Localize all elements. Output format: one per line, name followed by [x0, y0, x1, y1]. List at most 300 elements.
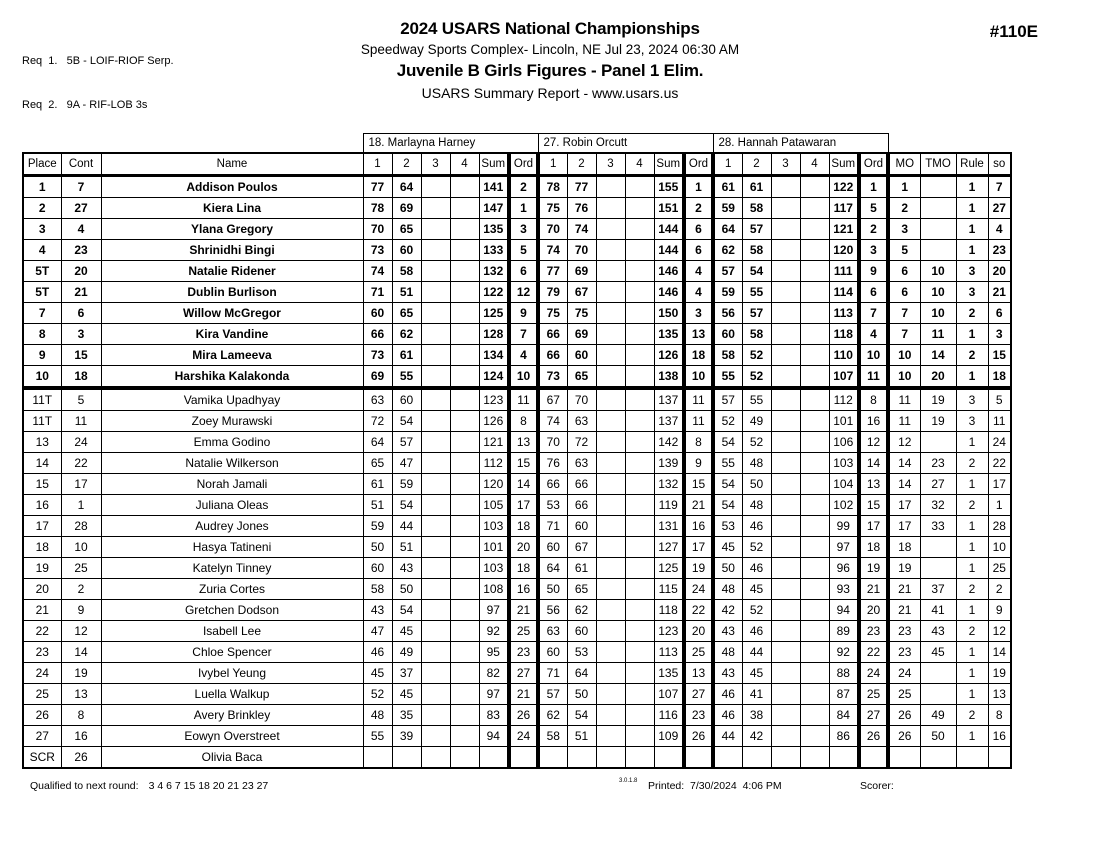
cell-judgeC-ord: 3: [859, 240, 888, 261]
cell-so: 17: [988, 474, 1011, 495]
cell-judgeB-score4: [625, 579, 654, 600]
cell-judgeA-sum: 103: [479, 516, 509, 537]
cell-so: 15: [988, 345, 1011, 366]
cell-judgeA-ord: 17: [509, 495, 538, 516]
judge-banner-spacer: [23, 134, 363, 154]
cell-judgeC-score1: 57: [713, 388, 742, 411]
cell-judgeC-score4: [800, 261, 829, 282]
cell-judgeC-sum: 89: [829, 621, 859, 642]
cell-judgeA-score4: [450, 388, 479, 411]
table-row: [23, 537, 1011, 558]
cell-rule: 2: [956, 303, 988, 324]
cell-mo: 12: [888, 432, 920, 453]
cell-judgeB-score2: 70: [567, 388, 596, 411]
cell-judgeB-score1: 67: [538, 388, 567, 411]
table-row: [23, 747, 1011, 769]
event-number: #110E: [989, 22, 1038, 41]
cell-name: Isabell Lee: [101, 621, 363, 642]
cell-judgeC-score1: 46: [713, 684, 742, 705]
cell-mo: 2: [888, 198, 920, 219]
cell-judgeC-score3: [771, 198, 800, 219]
cell-tmo: 10: [920, 303, 956, 324]
cell-judgeB-ord: 27: [684, 684, 713, 705]
header-j1-s2: 2: [392, 153, 421, 176]
cell-judgeB-score3: [596, 663, 625, 684]
cell-judgeB-score3: [596, 684, 625, 705]
cell-judgeA-sum: 147: [479, 198, 509, 219]
cell-tmo: [920, 537, 956, 558]
cell-judgeA-score4: [450, 345, 479, 366]
page-title: 2024 USARS National Championships: [400, 19, 700, 38]
cell-mo: 1: [888, 176, 920, 198]
cell-judgeB-score3: [596, 324, 625, 345]
cell-judgeA-score2: 60: [392, 388, 421, 411]
cell-rule: 1: [956, 198, 988, 219]
cell-judgeA-score2: 35: [392, 705, 421, 726]
cell-judgeC-score4: [800, 705, 829, 726]
cell-judgeC-sum: 86: [829, 726, 859, 747]
cell-place: 5T: [23, 261, 61, 282]
cell-judgeB-score2: 70: [567, 240, 596, 261]
cell-so: 5: [988, 388, 1011, 411]
qualified-list: 3 4 6 7 15 18 20 21 23 27: [148, 780, 269, 792]
header-j3-ord: Ord: [859, 153, 888, 176]
cell-judgeC-score2: 61: [742, 176, 771, 198]
cell-cont: 17: [61, 474, 101, 495]
cell-judgeC-ord: 16: [859, 411, 888, 432]
cell-judgeC-score2: 46: [742, 516, 771, 537]
cell-so: 25: [988, 558, 1011, 579]
cell-judgeC-sum: 121: [829, 219, 859, 240]
cell-judgeA-ord: 5: [509, 240, 538, 261]
cell-judgeB-ord: 10: [684, 366, 713, 389]
header-j3-s2: 2: [742, 153, 771, 176]
cell-judgeB-score3: [596, 726, 625, 747]
cell-name: Luella Walkup: [101, 684, 363, 705]
cell-tmo: 19: [920, 411, 956, 432]
table-row: [23, 474, 1011, 495]
cell-judgeC-score4: [800, 432, 829, 453]
cell-tmo: 23: [920, 453, 956, 474]
cell-judgeA-score1: 60: [363, 303, 392, 324]
cell-place: 15: [23, 474, 61, 495]
cell-judgeC-score4: [800, 516, 829, 537]
cell-judgeB-score1: 50: [538, 579, 567, 600]
cell-tmo: 49: [920, 705, 956, 726]
cell-judgeC-score4: [800, 537, 829, 558]
cell-judgeC-ord: 23: [859, 621, 888, 642]
cell-judgeC-score4: [800, 282, 829, 303]
cell-judgeC-sum: 101: [829, 411, 859, 432]
cell-judgeB-ord: 16: [684, 516, 713, 537]
cell-judgeB-score4: [625, 432, 654, 453]
cell-judgeB-score3: [596, 282, 625, 303]
cell-judgeB-score4: [625, 684, 654, 705]
cell-judgeA-score2: 61: [392, 345, 421, 366]
cell-cont: 14: [61, 642, 101, 663]
cell-judgeC-sum: 106: [829, 432, 859, 453]
cell-judgeA-score3: [421, 388, 450, 411]
cell-judgeB-score1: 70: [538, 219, 567, 240]
cell-judgeA-ord: 13: [509, 432, 538, 453]
cell-judgeA-sum: 122: [479, 282, 509, 303]
cell-name: Chloe Spencer: [101, 642, 363, 663]
cell-judgeC-sum: [829, 747, 859, 769]
cell-judgeC-score1: 46: [713, 705, 742, 726]
cell-judgeB-score3: [596, 705, 625, 726]
cell-judgeC-score1: 58: [713, 345, 742, 366]
cell-rule: 1: [956, 684, 988, 705]
cell-tmo: 32: [920, 495, 956, 516]
cell-judgeB-score4: [625, 495, 654, 516]
cell-judgeB-score1: 60: [538, 642, 567, 663]
table-row: [23, 684, 1011, 705]
cell-name: Willow McGregor: [101, 303, 363, 324]
cell-judgeB-score1: 79: [538, 282, 567, 303]
cell-judgeB-sum: 118: [654, 600, 684, 621]
cell-rule: 3: [956, 261, 988, 282]
cell-judgeC-score1: 57: [713, 261, 742, 282]
cell-judgeB-ord: 19: [684, 558, 713, 579]
cell-rule: 1: [956, 474, 988, 495]
cell-mo: 6: [888, 261, 920, 282]
cell-judgeC-ord: 20: [859, 600, 888, 621]
cell-judgeB-ord: 21: [684, 495, 713, 516]
table-row: [23, 282, 1011, 303]
cell-mo: 25: [888, 684, 920, 705]
cell-cont: 25: [61, 558, 101, 579]
cell-judgeA-sum: [479, 747, 509, 769]
cell-judgeB-sum: 146: [654, 261, 684, 282]
cell-name: Zuria Cortes: [101, 579, 363, 600]
cell-rule: 2: [956, 705, 988, 726]
cell-rule: 1: [956, 663, 988, 684]
cell-judgeA-sum: 123: [479, 388, 509, 411]
cell-judgeA-ord: 21: [509, 600, 538, 621]
cell-judgeC-score4: [800, 453, 829, 474]
cell-judgeC-sum: 92: [829, 642, 859, 663]
cell-judgeA-score4: [450, 621, 479, 642]
cell-judgeA-score4: [450, 303, 479, 324]
cell-judgeA-score4: [450, 219, 479, 240]
cell-judgeA-score1: 74: [363, 261, 392, 282]
cell-judgeA-ord: 9: [509, 303, 538, 324]
cell-judgeC-score3: [771, 516, 800, 537]
cell-cont: 12: [61, 621, 101, 642]
cell-judgeA-sum: 133: [479, 240, 509, 261]
cell-judgeC-score4: [800, 684, 829, 705]
cell-so: 10: [988, 537, 1011, 558]
cell-name: Gretchen Dodson: [101, 600, 363, 621]
cell-judgeA-score2: 45: [392, 684, 421, 705]
cell-judgeA-score3: [421, 537, 450, 558]
cell-judgeC-score2: 48: [742, 495, 771, 516]
cell-mo: 11: [888, 388, 920, 411]
cell-judgeB-score1: 76: [538, 453, 567, 474]
cell-judgeA-score2: 65: [392, 303, 421, 324]
cell-so: 28: [988, 516, 1011, 537]
cell-place: 2: [23, 198, 61, 219]
cell-judgeC-score3: [771, 726, 800, 747]
cell-cont: 8: [61, 705, 101, 726]
cell-judgeA-ord: 16: [509, 579, 538, 600]
cell-judgeB-score2: 51: [567, 726, 596, 747]
cell-judgeB-ord: 25: [684, 642, 713, 663]
cell-judgeA-score2: 50: [392, 579, 421, 600]
cell-tmo: 50: [920, 726, 956, 747]
cell-judgeA-score3: [421, 324, 450, 345]
cell-judgeC-sum: 120: [829, 240, 859, 261]
header-mo: MO: [888, 153, 920, 176]
cell-judgeB-score1: 77: [538, 261, 567, 282]
cell-judgeA-score1: [363, 747, 392, 769]
cell-name: Hasya Tatineni: [101, 537, 363, 558]
cell-judgeA-ord: 20: [509, 537, 538, 558]
cell-judgeB-score3: [596, 495, 625, 516]
table-row: [23, 345, 1011, 366]
cell-judgeA-score2: 55: [392, 366, 421, 389]
cell-mo: 19: [888, 558, 920, 579]
cell-judgeB-score3: [596, 303, 625, 324]
cell-judgeB-score2: 62: [567, 600, 596, 621]
cell-name: Ivybel Yeung: [101, 663, 363, 684]
cell-judgeA-score3: [421, 705, 450, 726]
cell-judgeB-score4: [625, 453, 654, 474]
cell-judgeC-score2: 52: [742, 366, 771, 389]
cell-judgeC-score3: [771, 240, 800, 261]
cell-judgeC-score1: 62: [713, 240, 742, 261]
cell-judgeB-score4: [625, 663, 654, 684]
cell-mo: 26: [888, 726, 920, 747]
cell-judgeA-score1: 52: [363, 684, 392, 705]
cell-place: 11T: [23, 411, 61, 432]
cell-judgeC-score4: [800, 642, 829, 663]
cell-judgeB-score1: 74: [538, 240, 567, 261]
cell-judgeC-ord: 18: [859, 537, 888, 558]
cell-judgeA-score3: [421, 684, 450, 705]
cell-judgeC-score3: [771, 282, 800, 303]
cell-name: Ylana Gregory: [101, 219, 363, 240]
cell-judgeB-score3: [596, 516, 625, 537]
cell-judgeA-ord: 10: [509, 366, 538, 389]
cell-judgeA-score4: [450, 432, 479, 453]
cell-judgeC-score3: [771, 705, 800, 726]
cell-judgeB-ord: 15: [684, 474, 713, 495]
cell-judgeB-score1: 62: [538, 705, 567, 726]
cell-judgeA-score4: [450, 240, 479, 261]
cell-judgeC-score3: [771, 303, 800, 324]
cell-so: 18: [988, 366, 1011, 389]
cell-judgeB-score2: 66: [567, 495, 596, 516]
cell-judgeB-sum: 113: [654, 642, 684, 663]
cell-judgeC-score1: 59: [713, 282, 742, 303]
cell-judgeB-sum: 125: [654, 558, 684, 579]
cell-judgeA-score3: [421, 495, 450, 516]
cell-place: 8: [23, 324, 61, 345]
cell-judgeA-score4: [450, 642, 479, 663]
cell-judgeC-score2: 52: [742, 600, 771, 621]
cell-judgeB-score4: [625, 642, 654, 663]
judge-banner-row: [23, 134, 1011, 154]
cell-so: 19: [988, 663, 1011, 684]
table-row: [23, 366, 1011, 389]
cell-judgeC-score4: [800, 303, 829, 324]
cell-judgeC-score1: 55: [713, 453, 742, 474]
cell-rule: 2: [956, 345, 988, 366]
cell-judgeA-score4: [450, 663, 479, 684]
cell-judgeA-score3: [421, 621, 450, 642]
cell-judgeA-ord: 7: [509, 324, 538, 345]
cell-judgeB-score4: [625, 600, 654, 621]
cell-judgeC-ord: 8: [859, 388, 888, 411]
cell-judgeC-sum: 110: [829, 345, 859, 366]
cell-judgeC-score2: 42: [742, 726, 771, 747]
cell-judgeC-sum: 97: [829, 537, 859, 558]
cell-judgeA-score2: 51: [392, 537, 421, 558]
cell-cont: 15: [61, 345, 101, 366]
header-j3-s1: 1: [713, 153, 742, 176]
cell-judgeA-score3: [421, 411, 450, 432]
table-row: [23, 600, 1011, 621]
cell-judgeB-ord: 13: [684, 663, 713, 684]
cell-rule: 1: [956, 176, 988, 198]
cell-judgeA-score3: [421, 663, 450, 684]
cell-judgeC-score2: 46: [742, 621, 771, 642]
table-row: [23, 579, 1011, 600]
cell-judgeC-ord: 21: [859, 579, 888, 600]
cell-judgeA-sum: 134: [479, 345, 509, 366]
cell-judgeB-score1: 63: [538, 621, 567, 642]
cell-mo: 5: [888, 240, 920, 261]
cell-so: 24: [988, 432, 1011, 453]
table-row: [23, 176, 1011, 198]
cell-judgeC-score2: 45: [742, 663, 771, 684]
cell-judgeC-score1: 59: [713, 198, 742, 219]
cell-judgeA-sum: 103: [479, 558, 509, 579]
report-line: USARS Summary Report - www.usars.us: [421, 85, 679, 101]
cell-name: Audrey Jones: [101, 516, 363, 537]
cell-mo: 6: [888, 282, 920, 303]
cell-judgeA-score1: 50: [363, 537, 392, 558]
cell-cont: 27: [61, 198, 101, 219]
cell-judgeB-score4: [625, 198, 654, 219]
cell-cont: 4: [61, 219, 101, 240]
cell-judgeB-score4: [625, 303, 654, 324]
cell-judgeB-sum: 137: [654, 411, 684, 432]
cell-so: 3: [988, 324, 1011, 345]
cell-mo: 23: [888, 642, 920, 663]
cell-judgeC-score1: 43: [713, 663, 742, 684]
cell-judgeB-ord: 3: [684, 303, 713, 324]
cell-judgeB-score1: 66: [538, 345, 567, 366]
cell-cont: 7: [61, 176, 101, 198]
cell-judgeA-score1: 64: [363, 432, 392, 453]
cell-judgeB-sum: 135: [654, 663, 684, 684]
cell-tmo: 43: [920, 621, 956, 642]
cell-judgeC-score4: [800, 366, 829, 389]
cell-judgeC-score3: [771, 324, 800, 345]
cell-judgeB-sum: 132: [654, 474, 684, 495]
printed-text: Printed: 7/30/2024 4:06 PM: [648, 780, 782, 792]
cell-rule: 1: [956, 219, 988, 240]
cell-judgeB-score2: 60: [567, 516, 596, 537]
cell-place: 27: [23, 726, 61, 747]
cell-tmo: 10: [920, 282, 956, 303]
cell-rule: 1: [956, 642, 988, 663]
cell-so: 9: [988, 600, 1011, 621]
cell-name: Vamika Upadhyay: [101, 388, 363, 411]
cell-judgeB-sum: 107: [654, 684, 684, 705]
cell-judgeC-score4: [800, 411, 829, 432]
cell-judgeA-score1: 59: [363, 516, 392, 537]
cell-cont: 23: [61, 240, 101, 261]
cell-judgeB-score3: [596, 600, 625, 621]
cell-judgeC-score2: 54: [742, 261, 771, 282]
cell-place: SCR: [23, 747, 61, 769]
cell-judgeC-score4: [800, 663, 829, 684]
header-j2-s2: 2: [567, 153, 596, 176]
cell-judgeA-sum: 95: [479, 642, 509, 663]
cell-judgeC-sum: 87: [829, 684, 859, 705]
cell-judgeA-ord: 12: [509, 282, 538, 303]
cell-judgeC-ord: [859, 747, 888, 769]
cell-name: Emma Godino: [101, 432, 363, 453]
cell-judgeA-score1: 55: [363, 726, 392, 747]
cell-judgeA-score4: [450, 579, 479, 600]
cell-judgeC-ord: 1: [859, 176, 888, 198]
cell-judgeB-score3: [596, 453, 625, 474]
cell-mo: 17: [888, 495, 920, 516]
cell-judgeA-score3: [421, 282, 450, 303]
cell-judgeC-sum: 102: [829, 495, 859, 516]
cell-judgeB-score1: 58: [538, 726, 567, 747]
cell-judgeC-score3: [771, 432, 800, 453]
cell-judgeA-sum: 94: [479, 726, 509, 747]
header-j1-sum: Sum: [479, 153, 509, 176]
cell-judgeA-score1: 65: [363, 453, 392, 474]
cell-judgeA-score4: [450, 198, 479, 219]
cell-judgeB-score4: [625, 474, 654, 495]
cell-judgeB-sum: [654, 747, 684, 769]
cell-judgeA-score1: 69: [363, 366, 392, 389]
cell-judgeB-score1: 60: [538, 537, 567, 558]
cell-judgeC-score2: 58: [742, 324, 771, 345]
table-row: [23, 558, 1011, 579]
cell-judgeA-score3: [421, 558, 450, 579]
cell-judgeA-ord: 18: [509, 558, 538, 579]
cell-judgeC-score4: [800, 388, 829, 411]
table-row: [23, 453, 1011, 474]
cell-judgeB-ord: 4: [684, 282, 713, 303]
cell-judgeC-score4: [800, 345, 829, 366]
cell-judgeC-sum: 94: [829, 600, 859, 621]
cell-judgeB-score4: [625, 366, 654, 389]
cell-judgeA-score1: 72: [363, 411, 392, 432]
cell-judgeB-score2: 67: [567, 282, 596, 303]
cell-judgeC-score4: [800, 600, 829, 621]
cell-judgeB-sum: 127: [654, 537, 684, 558]
cell-judgeB-ord: [684, 747, 713, 769]
cell-judgeB-score1: 66: [538, 474, 567, 495]
cell-judgeB-ord: 11: [684, 411, 713, 432]
cell-judgeC-score1: [713, 747, 742, 769]
cell-judgeB-ord: 2: [684, 198, 713, 219]
cell-judgeB-score4: [625, 705, 654, 726]
cell-judgeC-ord: 10: [859, 345, 888, 366]
cell-tmo: 27: [920, 474, 956, 495]
cell-judgeB-score3: [596, 388, 625, 411]
cell-judgeC-sum: 107: [829, 366, 859, 389]
